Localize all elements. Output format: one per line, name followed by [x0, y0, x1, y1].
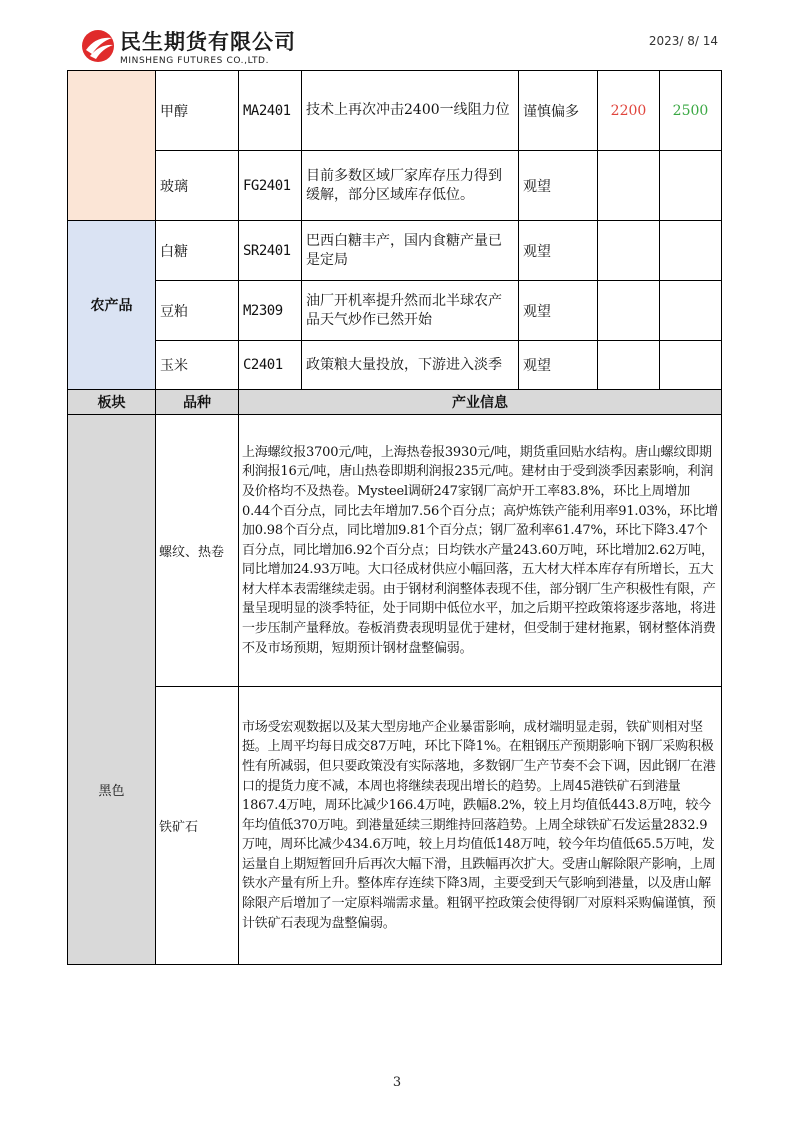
report-date: 2023/ 8/ 14	[648, 34, 718, 48]
info-paragraph: 上海螺纹报3700元/吨，上海热卷报3930元/吨，期货重回贴水结构。唐山螺纹即期利润报16元/吨，唐山热卷即期利润报235元/吨。建材由于受到淡季因素影响，利润及价格均不及热卷。Mysteel调研247家钢厂高炉开工率83.8%，环比上周增加0.44个百分点，同比去年增加7.56个百分点；高炉炼铁产能利用率91.03%，环比增加0.98个百分点，同比增加9.81个百分点；钢厂盈利率61.47%，环比下降3.47个百分点，同比增加6.92个百分点；日均铁水产量243.60万吨，环比增加2.62万吨，同比增加24.93万吨。大口径成材供应小幅回落，五大材大样本库存有所增长，五大材大样本表需继续走弱。由于钢材利润整体表现不佳，部分钢厂生产积极性有限，产量呈现明显的淡季特征，处于同期中低位水平，加之后期平控政策将逐步落地，将进一步压制产量释放。卷板消费表现明显优于建材，但受制于建材拖累，钢材整体消费不及市场预期，短期预计钢材盘整偏弱。	[239, 415, 722, 687]
contract-code: C2401	[239, 341, 302, 390]
variety-cell: 铁矿石	[156, 687, 239, 965]
resistance-price	[660, 221, 722, 281]
table-row	[68, 415, 722, 687]
variety-cell: 甲醇	[156, 71, 239, 151]
header-sector: 板块	[68, 390, 156, 415]
info-cell: 目前多数区域厂家库存压力得到缓解，部分区域库存低位。	[302, 151, 519, 221]
info-cell: 油厂开机率提升然而北半球农产品天气炒作已然开始	[302, 281, 519, 341]
support-price	[598, 151, 660, 221]
info-paragraph: 市场受宏观数据以及某大型房地产企业暴雷影响，成材端明显走弱，铁矿则相对坚挺。上周平均每日成交87万吨，环比下降1%。在粗钢压产预期影响下钢厂采购积极性有所减弱，但只要政策没有实际落地，多数钢厂生产节奏不会下调，因此钢厂在港口的提货力度不减，本周也将继续表现出增长的趋势。上周45港铁矿石到港量1867.4万吨，周环比减少166.4万吨，跌幅8.2%，较上月均值低443.8万吨，较今年均值低370万吨。到港量延续三期维持回落趋势。上周全球铁矿石发运量2832.9万吨，周环比减少434.6万吨，较上月均值低148万吨，较今年均值低65.5万吨，发运量自上期短暂回升后再次大幅下滑，且跌幅再次扩大。受唐山解除限产影响，上周铁水产量有所上升。整体库存连续下降3周，主要受到天气影响到港量，以及唐山解除限产后增加了一定原料端需求量。粗钢平控政策会使得钢厂对原料采购偏谨慎，预计铁矿石表现为盘整偏弱。	[239, 687, 722, 965]
table-row	[68, 341, 722, 390]
sector-cell-black	[68, 415, 156, 965]
sector-cell-agri: 农产品	[68, 221, 156, 390]
contract-code: FG2401	[239, 151, 302, 221]
stance-cell: 观望	[519, 281, 598, 341]
table-row	[68, 71, 722, 151]
stance-cell: 观望	[519, 151, 598, 221]
variety-cell: 玉米	[156, 341, 239, 390]
company-logo-icon	[80, 28, 116, 64]
variety-cell: 豆粕	[156, 281, 239, 341]
table-row	[68, 687, 722, 965]
sector-cell-industrial	[68, 71, 156, 221]
sector-label: 黑色	[98, 784, 125, 799]
table-row	[68, 221, 722, 281]
table-row	[68, 281, 722, 341]
contract-code: MA2401	[239, 71, 302, 151]
info-cell: 技术上再次冲击2400一线阻力位	[302, 71, 519, 151]
resistance-price	[660, 341, 722, 390]
stance-cell: 观望	[519, 341, 598, 390]
resistance-price	[660, 151, 722, 221]
strategy-table	[67, 70, 722, 415]
support-price	[598, 281, 660, 341]
company-name-en: MINSHENG FUTURES CO.,LTD.	[120, 56, 270, 66]
info-cell: 巴西白糖丰产，国内食糖产量已是定局	[302, 221, 519, 281]
table-row	[68, 151, 722, 221]
variety-cell: 白糖	[156, 221, 239, 281]
industry-table-header	[68, 390, 722, 415]
support-price	[598, 341, 660, 390]
page-header	[0, 0, 794, 70]
company-name-cn: 民生期货有限公司	[120, 30, 296, 54]
industry-info-table	[67, 414, 722, 965]
variety-cell: 螺纹、热卷	[156, 415, 239, 687]
page-number: 3	[392, 1075, 402, 1090]
support-price	[598, 221, 660, 281]
header-variety: 品种	[156, 390, 239, 415]
header-info: 产业信息	[239, 390, 722, 415]
support-price: 2200	[598, 71, 660, 151]
contract-code: M2309	[239, 281, 302, 341]
stance-cell: 谨慎偏多	[519, 71, 598, 151]
resistance-price: 2500	[660, 71, 722, 151]
resistance-price	[660, 281, 722, 341]
stance-cell: 观望	[519, 221, 598, 281]
info-cell: 政策粮大量投放，下游进入淡季	[302, 341, 519, 390]
contract-code: SR2401	[239, 221, 302, 281]
variety-cell: 玻璃	[156, 151, 239, 221]
